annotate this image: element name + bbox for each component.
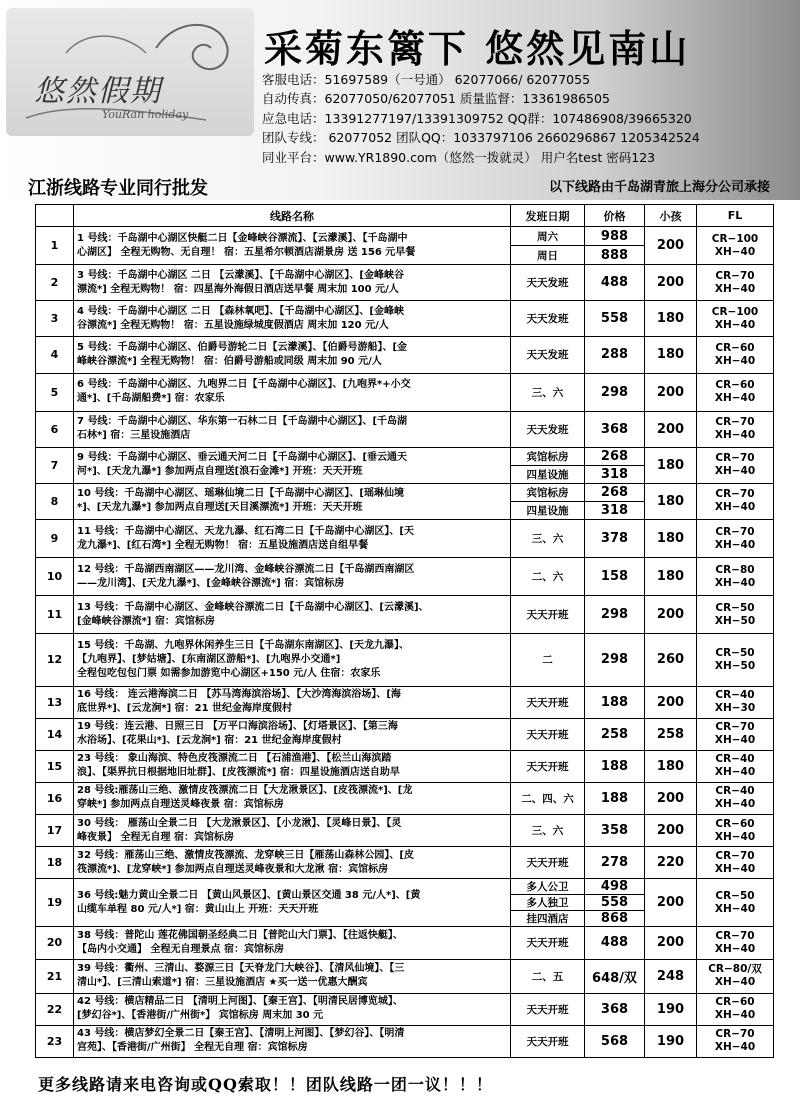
fl-line: XH−40	[714, 576, 756, 589]
table-row	[36, 718, 774, 750]
departure-date: 天天开班	[511, 686, 585, 718]
fl-line: CR−70	[715, 929, 755, 942]
route-description	[74, 337, 511, 373]
fl-line: CR−70	[715, 525, 755, 538]
fl-line: XH−40	[714, 862, 756, 875]
contact-line: 客服电话：51697589（一号通） 62077066/ 62077055	[262, 72, 591, 87]
row-number: 11	[36, 596, 74, 634]
price-value: 558	[585, 895, 644, 911]
fl-line: XH−50	[714, 614, 756, 627]
fl-commission	[697, 718, 774, 750]
child-price: 200	[645, 879, 697, 927]
col-header-fl: FL	[697, 205, 774, 227]
route-line: 6 号线：千岛湖中心湖区、九咆界二日【千岛湖中心湖区】、[九咆界*+小交	[77, 379, 411, 391]
fl-commission	[697, 337, 774, 373]
row-number: 18	[36, 847, 74, 879]
route-line: 底世界*]、[云龙涧*] 宿：21 世纪金海岸度假村	[77, 703, 293, 715]
fl-line: CR−70	[715, 269, 755, 282]
table-row	[36, 1025, 774, 1057]
subheading-bar	[0, 174, 800, 200]
child-price: 200	[645, 686, 697, 718]
fl-line: XH−40	[714, 318, 756, 331]
child-price: 190	[645, 1025, 697, 1057]
fl-line: CR−100	[711, 305, 759, 318]
row-number: 17	[36, 815, 74, 847]
row-number: 6	[36, 411, 74, 447]
fl-commission	[697, 301, 774, 337]
route-description	[74, 686, 511, 718]
logo	[6, 8, 254, 136]
route-line: 5 号线：千岛湖中心湖区、伯爵号游轮二日【云濛溪】、【伯爵号游船】、[金	[77, 341, 408, 353]
row-number: 9	[36, 520, 74, 558]
price-options	[585, 879, 645, 927]
child-price: 180	[645, 337, 697, 373]
child-price: 190	[645, 993, 697, 1025]
route-line: 36 号线:魅力黄山全景二日 【黄山风景区】、[黄山景区交通 38 元/人*]、[黄	[77, 889, 421, 901]
fl-line: XH−40	[714, 976, 756, 989]
departure-date: 三、六	[511, 815, 585, 847]
row-number: 4	[36, 337, 74, 373]
departure-date: 宾馆标房	[511, 484, 584, 502]
departure-date: 多人独卫	[511, 895, 584, 911]
table-row	[36, 879, 774, 927]
table-row	[36, 847, 774, 879]
route-line: 1 号线：千岛湖中心湖区快艇二日【金峰峡谷漂流】、【云濛溪】、【千岛湖中	[77, 232, 408, 244]
route-line: 43 号线：横店梦幻全景二日【秦王宫】、【清明上河图】、【梦幻谷】、【明清	[77, 1028, 405, 1040]
departure-date: 周日	[537, 249, 558, 262]
fl-line: XH−40	[714, 465, 756, 478]
price-value: 298	[585, 596, 645, 634]
price-value: 988	[585, 227, 644, 246]
fl-line: XH−40	[714, 798, 756, 811]
departure-date: 天天发班	[511, 337, 585, 373]
fl-line: XH−40	[714, 282, 756, 295]
route-description	[74, 782, 511, 814]
route-description	[74, 815, 511, 847]
price-value: 358	[585, 815, 645, 847]
row-number: 16	[36, 782, 74, 814]
contact-line: 同业平台：www.YR1890.com（悠然一拨就灵） 用户名test 密码123	[262, 149, 656, 165]
route-description	[74, 558, 511, 596]
table-row	[36, 265, 774, 301]
section-note: 以下线路由千岛湖青旅上海分公司承接	[548, 180, 770, 195]
price-value: 288	[585, 337, 645, 373]
price-value: 488	[585, 927, 645, 959]
route-line: 全程包吃包包门票 如需参加游览中心湖区+150 元/人 住宿：农家乐	[77, 667, 381, 679]
route-line: 心湖区】 全程无购物、无自理！ 宿：五星希尔顿酒店湖景房 送 156 元早餐	[77, 246, 416, 258]
route-line: 浪】、【渠界抗日根据地旧址群】、[皮筏漂流*] 宿：四星设施酒店送自助早	[77, 767, 400, 779]
fl-line: CR−70	[715, 452, 755, 465]
route-line: 3 号线：千岛湖中心湖区 二日 【云濛溪】、【千岛湖中心湖区】、[金峰峡谷	[77, 269, 404, 281]
route-line: 13 号线：千岛湖中心湖区、金峰峡谷漂流二日【千岛湖中心湖区】、[云濛溪]、	[77, 601, 429, 613]
fl-commission	[697, 373, 774, 411]
fl-line: CR−40	[715, 785, 755, 798]
child-price: 200	[645, 227, 697, 265]
slogan: 采菊东篱下 悠然见南山	[264, 26, 691, 71]
table-row	[36, 483, 774, 519]
departure-date: 四星设施	[526, 504, 569, 517]
route-line: ——龙川湾】、[天龙九瀑*]、[金峰峡谷漂流*] 宿：宾馆标房	[77, 577, 345, 589]
table-row	[36, 634, 774, 686]
price-value: 188	[585, 782, 645, 814]
fl-line: CR−70	[715, 721, 755, 734]
fl-line: CR−80	[715, 563, 755, 576]
fl-line: XH−40	[714, 830, 756, 843]
route-description	[74, 483, 511, 519]
price-value: 368	[585, 993, 645, 1025]
departure-date: 三、六	[511, 520, 585, 558]
route-line: 4 号线：千岛湖中心湖区 二日 【森林氧吧】、【千岛湖中心湖区】、[金峰峡	[77, 305, 404, 317]
fl-line: XH−40	[714, 942, 756, 955]
col-header-route: 线路名称	[74, 205, 511, 227]
fl-line: XH−40	[714, 734, 756, 747]
route-line: 【岛内小交通】 全程无自理景点 宿：宾馆标房	[77, 943, 284, 955]
route-line: 山缆车单程 80 元/人*] 宿：黄山山上 开班：天天开班	[77, 903, 319, 915]
fl-line: XH−40	[714, 354, 756, 367]
price-value: 318	[600, 466, 629, 482]
route-line: 15 号线：千岛湖、九咆界休闲养生三日【千岛湖东南湖区】、[天龙九瀑】、	[77, 639, 409, 651]
departure-date: 挂四酒店	[526, 913, 569, 926]
row-number: 7	[36, 447, 74, 483]
route-line: 23 号线： 象山海滨、特色皮筏漂流二日 【石浦渔港】、【松兰山海滨踏	[77, 753, 392, 765]
route-line: 30 号线： 雁荡山全景二日 【大龙湫景区】、【小龙湫】、【灵峰日景】、【灵	[77, 817, 402, 829]
fl-commission	[697, 959, 774, 993]
row-number: 23	[36, 1025, 74, 1057]
departure-date: 天天发班	[511, 411, 585, 447]
price-value: 888	[600, 247, 629, 263]
route-line: 龙九瀑*]、[红石湾*] 全程无购物！ 宿：五星设施酒店送自组早餐	[77, 539, 369, 551]
fl-line: XH−40	[714, 1009, 756, 1022]
departure-date: 三、六	[511, 373, 585, 411]
departure-date: 天天开班	[511, 596, 585, 634]
route-line: 11 号线：千岛湖中心湖区、天龙九瀑、红石湾二日【千岛湖中心湖区】、[天	[77, 525, 414, 537]
price-value: 868	[600, 911, 629, 927]
child-price: 248	[645, 959, 697, 993]
departure-options	[511, 483, 585, 519]
fl-line: CR−60	[715, 379, 755, 392]
price-value: 188	[585, 686, 645, 718]
route-description	[74, 879, 511, 927]
price-value: 158	[585, 558, 645, 596]
route-table	[35, 204, 774, 1058]
route-description	[74, 847, 511, 879]
route-line: *]、[天龙九瀑*] 参加两点自理送[天目溪漂流*] 开班：天天开班	[77, 502, 363, 514]
departure-date: 天天开班	[511, 847, 585, 879]
route-line: 12 号线：千岛湖西南湖区——龙川湾、金峰峡谷漂流二日【千岛湖西南湖区	[77, 563, 415, 575]
fl-commission	[697, 686, 774, 718]
table-row	[36, 750, 774, 782]
departure-date: 周六	[511, 227, 584, 246]
child-price: 180	[645, 558, 697, 596]
departure-date: 四星设施	[526, 468, 569, 481]
col-header-price: 价格	[585, 205, 645, 227]
contact-line: 团队专线： 62077052 团队QQ：1033797106 2660296867 1205342524	[262, 130, 700, 146]
fl-line: CR−50	[715, 889, 755, 902]
route-line: 通*]、[千岛湖船费*] 宿：农家乐	[77, 393, 225, 405]
col-header-child: 小孩	[645, 205, 697, 227]
fl-line: XH−40	[714, 245, 756, 258]
route-description	[74, 927, 511, 959]
route-line: 9 号线：千岛湖中心湖区、垂云通天河二日【千岛湖中心湖区】、[垂云通天	[77, 452, 408, 464]
child-price: 180	[645, 750, 697, 782]
route-line: 19 号线：连云港、日照三日 【万平口海滨浴场】、【灯塔景区】、【第三海	[77, 721, 398, 733]
row-number: 2	[36, 265, 74, 301]
route-line: 峰夜景】 全程无自理 宿：宾馆标房	[77, 831, 234, 843]
row-number: 14	[36, 718, 74, 750]
row-number: 15	[36, 750, 74, 782]
child-price: 200	[645, 815, 697, 847]
route-line: 水浴场】、[花果山*]、[云龙涧*] 宿：21 世纪金海岸度假村	[77, 735, 342, 747]
child-price: 200	[645, 782, 697, 814]
fl-commission	[697, 782, 774, 814]
price-options	[585, 447, 645, 483]
route-line: 32 号线：雁荡山三绝、激情皮筏漂流、龙穿峡三日【雁荡山森林公园】、[皮	[77, 849, 414, 861]
departure-date: 天天开班	[511, 993, 585, 1025]
departure-date: 天天开班	[511, 718, 585, 750]
table-row	[36, 373, 774, 411]
contact-line: 应急电话：13391277197/13391309752 QQ群：107486908/39665320	[262, 110, 692, 126]
child-price: 200	[645, 411, 697, 447]
fl-line: CR−70	[715, 849, 755, 862]
row-number: 22	[36, 993, 74, 1025]
route-description	[74, 718, 511, 750]
fl-commission	[697, 993, 774, 1025]
route-line: 峰峡谷漂流*] 全程无购物！ 宿：伯爵号游船或同级 周末加 90 元/人	[77, 355, 382, 367]
route-line: [金峰峡谷漂流*] 宿：宾馆标房	[77, 615, 215, 627]
footer-note: 更多线路请来电咨询或QQ索取！！团队线路一团一议！！！	[38, 1075, 493, 1094]
route-description	[74, 750, 511, 782]
fl-line: XH−40	[714, 902, 756, 915]
child-price: 180	[645, 447, 697, 483]
route-description	[74, 634, 511, 686]
contact-line: 自动传真：62077050/62077051 质量监督：13361986505	[262, 91, 610, 107]
price-value: 378	[585, 520, 645, 558]
table-row	[36, 596, 774, 634]
fl-commission	[697, 411, 774, 447]
child-price: 200	[645, 927, 697, 959]
table-row	[36, 337, 774, 373]
row-number: 1	[36, 227, 74, 265]
route-line: 谷漂流*] 全程无购物！ 宿：五星设施绿城度假酒店 周末加 120 元/人	[77, 319, 389, 331]
fl-commission	[697, 558, 774, 596]
table-row	[36, 782, 774, 814]
price-options	[585, 227, 645, 265]
col-header-date: 发班日期	[511, 205, 585, 227]
table-header-row	[36, 205, 774, 227]
table-row	[36, 301, 774, 337]
route-line: 7 号线：千岛湖中心湖区、华东第一石林二日【千岛湖中心湖区】、[千岛湖	[77, 416, 408, 428]
fl-line: CR−40	[715, 689, 755, 702]
table-row	[36, 927, 774, 959]
row-number: 12	[36, 634, 74, 686]
route-line: 38 号线：普陀山 莲花佛国朝圣经典二日【普陀山大门票】、【往返快艇】、	[77, 929, 403, 941]
departure-date: 天天开班	[511, 750, 585, 782]
child-price: 200	[645, 373, 697, 411]
fl-commission	[697, 1025, 774, 1057]
child-price: 180	[645, 520, 697, 558]
price-value: 488	[585, 265, 645, 301]
fl-line: CR−50	[715, 646, 755, 659]
table-row	[36, 447, 774, 483]
route-description	[74, 301, 511, 337]
row-number: 19	[36, 879, 74, 927]
table-row	[36, 558, 774, 596]
table-row	[36, 411, 774, 447]
header-banner	[0, 0, 800, 200]
fl-line: XH−30	[714, 702, 756, 715]
route-description	[74, 993, 511, 1025]
departure-date: 天天发班	[511, 301, 585, 337]
departure-date: 二、四、六	[511, 782, 585, 814]
departure-date: 二、六	[511, 558, 585, 596]
route-line: 【九咆界】、[梦姑塘】、[东南湖区游船*]、[九咆界小交通*]	[77, 653, 341, 665]
child-price: 200	[645, 265, 697, 301]
route-line: 穿峡*] 参加两点自理送灵峰夜景 宿：宾馆标房	[77, 799, 284, 811]
route-line: 39 号线：衢州、三清山、婺源三日【天脊龙门大峡谷】、【清风仙境】、【三	[77, 963, 405, 975]
departure-options	[511, 447, 585, 483]
table-row	[36, 686, 774, 718]
table-row	[36, 959, 774, 993]
fl-line: XH−40	[714, 501, 756, 514]
route-description	[74, 227, 511, 265]
contact-info	[262, 70, 798, 167]
fl-line: CR−40	[715, 753, 755, 766]
fl-line: CR−60	[715, 341, 755, 354]
fl-commission	[697, 483, 774, 519]
price-value: 268	[585, 484, 644, 502]
route-description	[74, 373, 511, 411]
child-price: 220	[645, 847, 697, 879]
fl-commission	[697, 927, 774, 959]
row-number: 8	[36, 483, 74, 519]
price-value: 298	[585, 634, 645, 686]
fl-commission	[697, 815, 774, 847]
route-line: 筏漂流*]、[龙穿峡*] 参加两点自理送灵峰夜景和大龙湫 宿：宾馆标房	[77, 863, 389, 875]
route-line: 宫苑】、【香港街/广州街】 全程无自理 宿：宾馆标房	[77, 1042, 308, 1054]
fl-line: CR−70	[715, 416, 755, 429]
route-description	[74, 411, 511, 447]
departure-date: 天天发班	[511, 265, 585, 301]
child-price: 180	[645, 483, 697, 519]
route-line: 清山*】、[三清山索道*] 宿：三星设施酒店 ★买一送一优惠大酬宾	[77, 977, 368, 989]
fl-line: CR−80/双	[708, 963, 762, 976]
departure-date: 二、五	[511, 959, 585, 993]
fl-line: XH−40	[714, 538, 756, 551]
price-value: 648/双	[585, 959, 645, 993]
price-value: 298	[585, 373, 645, 411]
route-line: 42 号线：横店精品二日 【清明上河图】、【秦王宫】、【明清民居博览城】、	[77, 996, 403, 1008]
row-number: 13	[36, 686, 74, 718]
child-price: 260	[645, 634, 697, 686]
departure-date: 宾馆标房	[511, 448, 584, 466]
fl-commission	[697, 447, 774, 483]
price-value: 368	[585, 411, 645, 447]
route-line: 28 号线:雁荡山三绝、激情皮筏漂流二日【大龙湫景区】、[皮筏漂流*]、[龙	[77, 785, 413, 797]
table-row	[36, 815, 774, 847]
price-value: 278	[585, 847, 645, 879]
departure-options	[511, 879, 585, 927]
row-number: 10	[36, 558, 74, 596]
child-price: 180	[645, 301, 697, 337]
route-line: 石林*] 宿：三星设施酒店	[77, 430, 191, 442]
child-price: 200	[645, 596, 697, 634]
departure-date: 天天开班	[511, 927, 585, 959]
fl-commission	[697, 847, 774, 879]
row-number: 20	[36, 927, 74, 959]
route-line: 河*]、[天龙九瀑*] 参加两点自理送[浪石金滩*] 开班：天天开班	[77, 466, 363, 478]
fl-commission	[697, 227, 774, 265]
price-value: 558	[585, 301, 645, 337]
route-description	[74, 959, 511, 993]
price-value: 498	[585, 879, 644, 895]
route-description	[74, 596, 511, 634]
row-number: 5	[36, 373, 74, 411]
route-description	[74, 520, 511, 558]
fl-commission	[697, 634, 774, 686]
departure-date: 多人公卫	[511, 879, 584, 895]
fl-line: XH−50	[714, 659, 756, 672]
fl-line: CR−70	[715, 1028, 755, 1041]
price-value: 258	[585, 718, 645, 750]
fl-commission	[697, 596, 774, 634]
route-description	[74, 1025, 511, 1057]
fl-line: CR−60	[715, 817, 755, 830]
price-value: 268	[585, 448, 644, 466]
table-row	[36, 227, 774, 265]
fl-line: XH−40	[714, 392, 756, 405]
price-options	[585, 483, 645, 519]
fl-commission	[697, 520, 774, 558]
price-value: 318	[600, 502, 629, 518]
child-price: 258	[645, 718, 697, 750]
price-value: 568	[585, 1025, 645, 1057]
table-row	[36, 520, 774, 558]
departure-date: 天天开班	[511, 1025, 585, 1057]
fl-commission	[697, 750, 774, 782]
logo-text: 悠然假期	[34, 74, 162, 109]
departure-options	[511, 227, 585, 265]
row-number: 21	[36, 959, 74, 993]
fl-line: CR−60	[715, 996, 755, 1009]
route-description	[74, 265, 511, 301]
price-value: 188	[585, 750, 645, 782]
col-header-no	[36, 205, 74, 227]
fl-line: XH−40	[714, 1041, 756, 1054]
route-line: 10 号线：千岛湖中心湖区、瑶琳仙境二日【千岛湖中心湖区】、[瑶琳仙境	[77, 488, 404, 500]
section-title: 江浙线路专业同行批发	[28, 178, 208, 199]
fl-commission	[697, 265, 774, 301]
route-description	[74, 447, 511, 483]
route-line: 漂流*] 全程无购物！ 宿：四星海外海假日酒店送早餐 周末加 100 元/人	[77, 283, 399, 295]
fl-commission	[697, 879, 774, 927]
table-row	[36, 993, 774, 1025]
route-line: 16 号线： 连云港海滨二日 【苏马湾海滨浴场】、【大沙湾海滨浴场】、[海	[77, 689, 401, 701]
fl-line: CR−50	[715, 601, 755, 614]
fl-line: XH−40	[714, 429, 756, 442]
fl-line: CR−70	[715, 488, 755, 501]
row-number: 3	[36, 301, 74, 337]
fl-line: CR−100	[711, 232, 759, 245]
departure-date: 二	[511, 634, 585, 686]
route-line: [梦幻谷*]、【香港街/广州街*】 宾馆标房 周末加 30 元	[77, 1010, 324, 1022]
logo-subtext: YouRan holiday	[102, 108, 189, 121]
fl-line: XH−40	[714, 766, 756, 779]
